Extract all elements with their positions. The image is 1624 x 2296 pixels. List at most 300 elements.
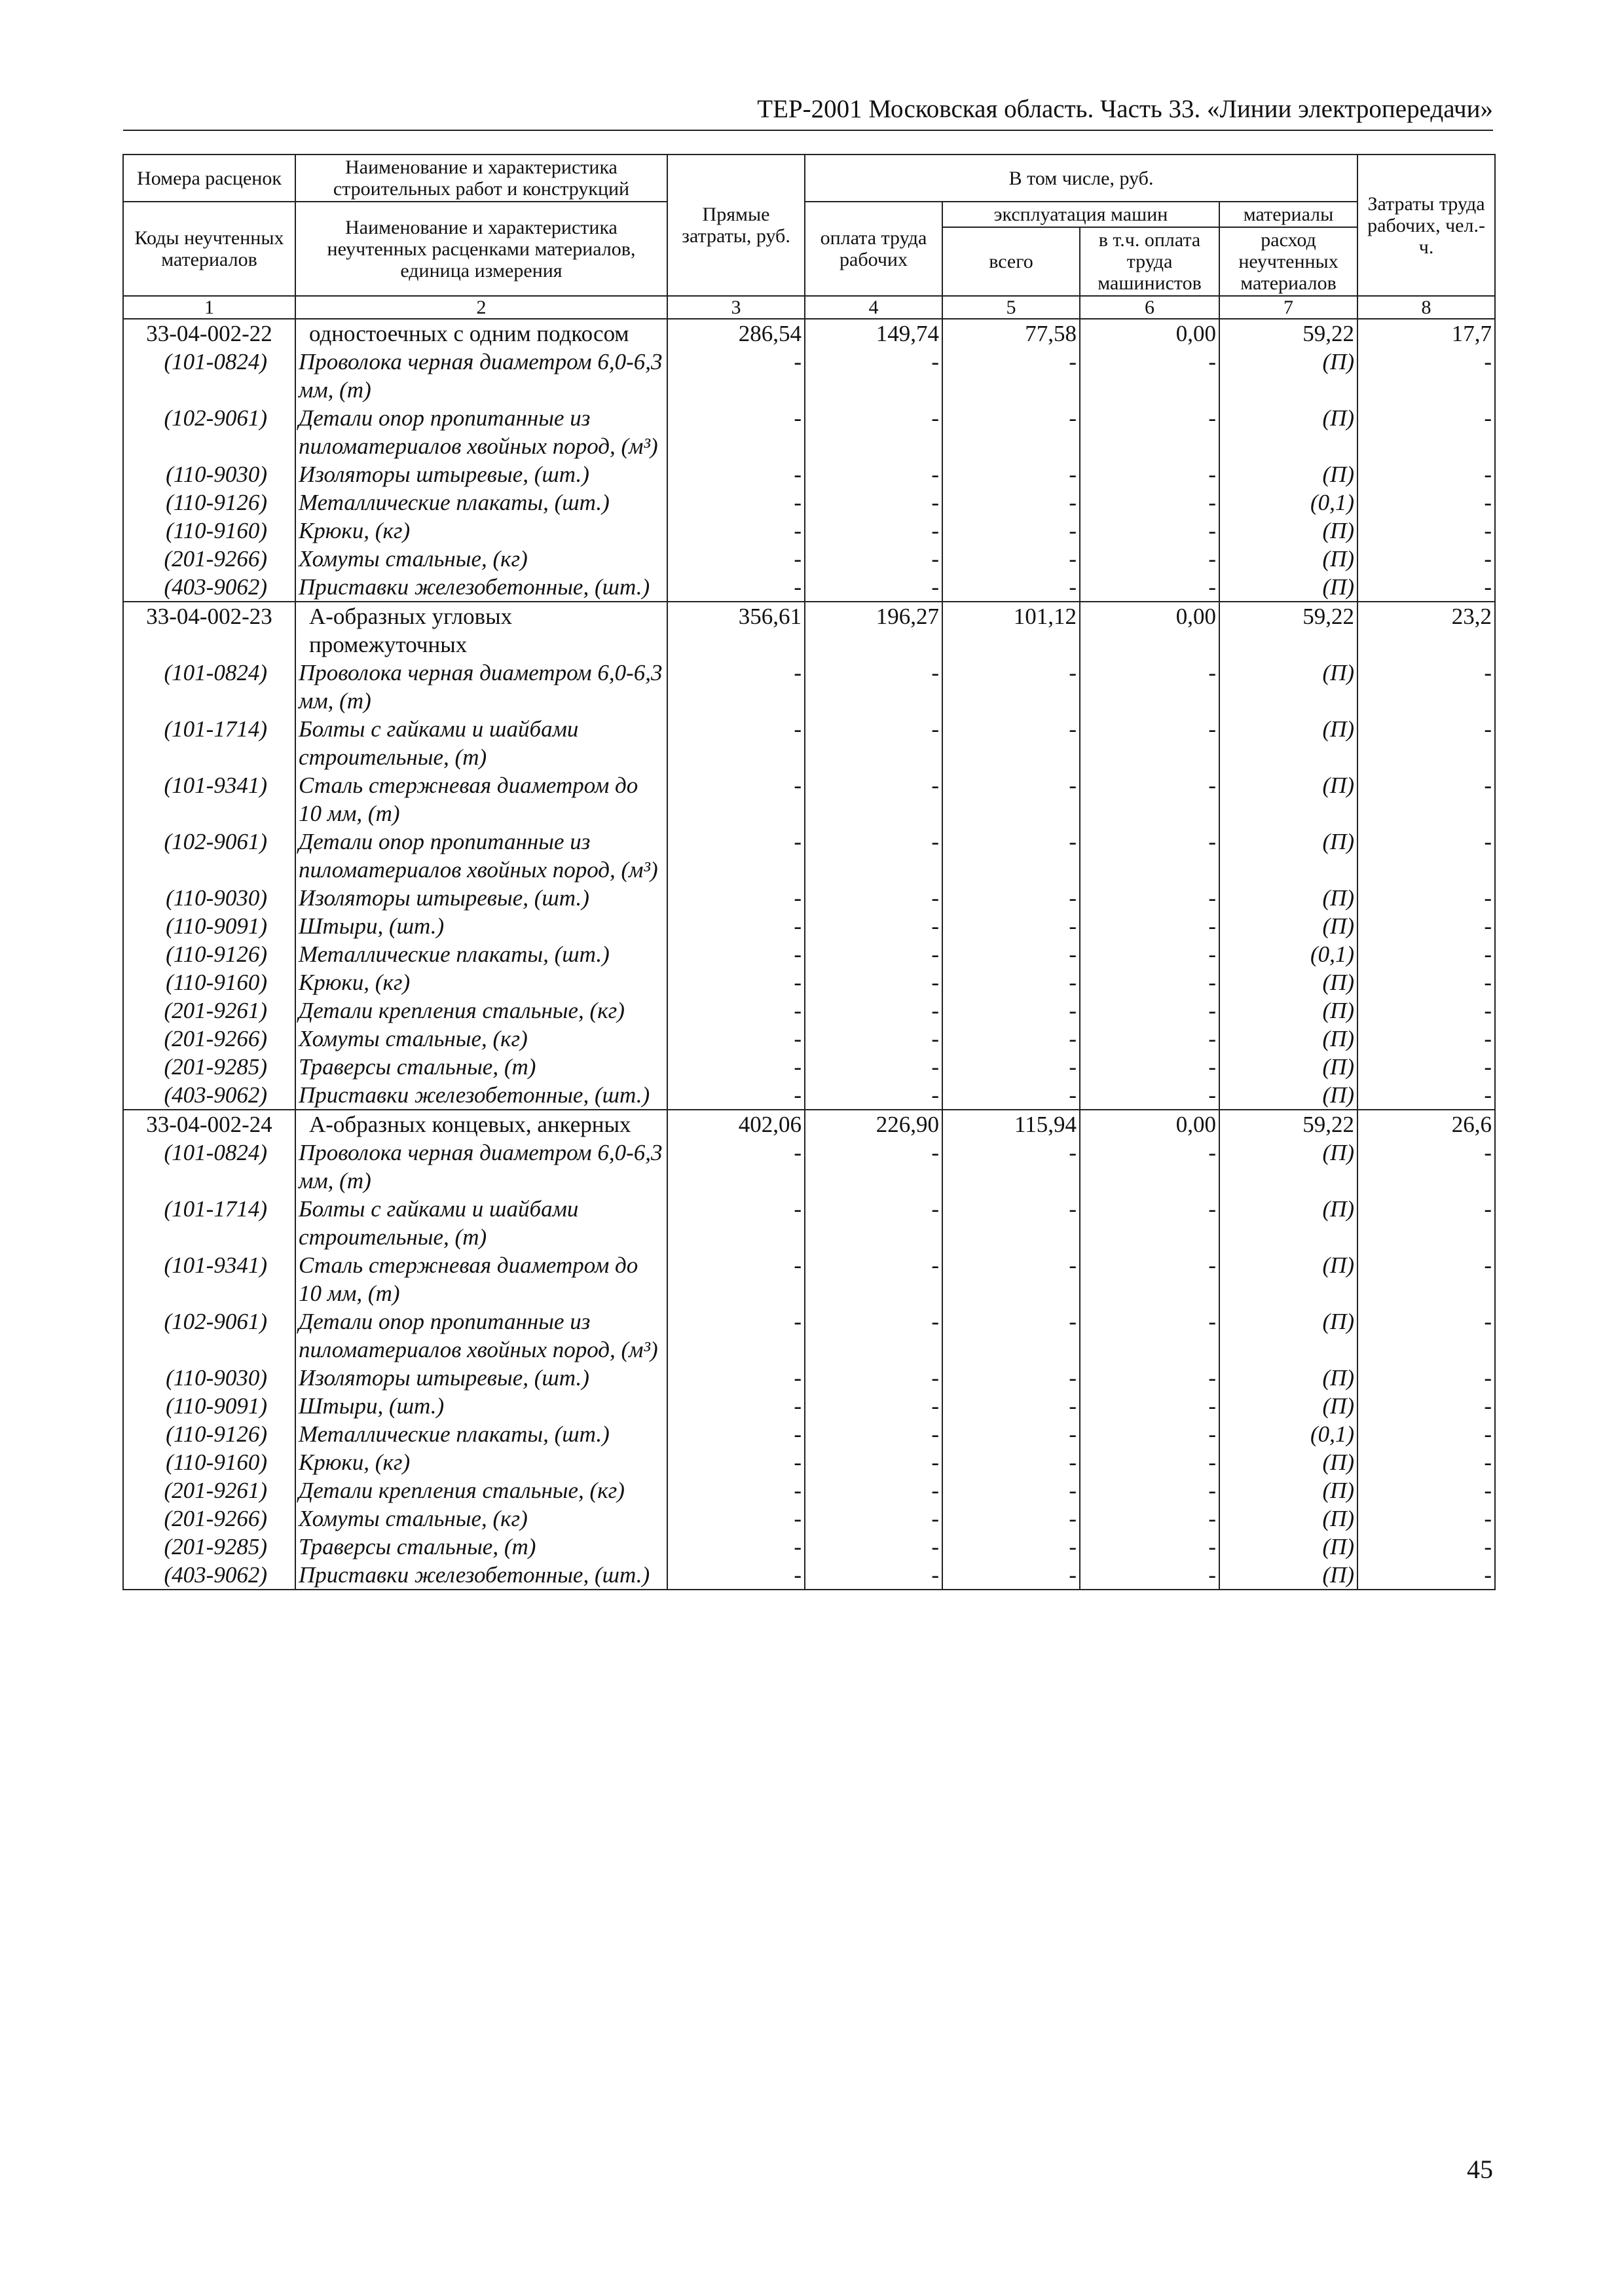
- machines-value: -: [942, 715, 1080, 771]
- labor-hours-value: -: [1357, 1561, 1495, 1590]
- labor-pay-value: -: [805, 1364, 942, 1392]
- material-name: Детали крепления стальные, (кг): [295, 1476, 667, 1504]
- labor-pay-value: -: [805, 828, 942, 884]
- material-name: Детали опор пропитанные из пиломатериалов хвойных пород, (м³): [295, 404, 667, 460]
- materials-value: (П): [1219, 1561, 1357, 1590]
- direct-costs-value: -: [667, 573, 805, 602]
- table-body: [123, 319, 1495, 1590]
- labor-hours-value: -: [1357, 996, 1495, 1025]
- labor-hours-value: -: [1357, 460, 1495, 488]
- direct-costs-value: -: [667, 545, 805, 573]
- machines-value: -: [942, 1364, 1080, 1392]
- labor-pay-value: -: [805, 1307, 942, 1364]
- materials-value: (П): [1219, 1448, 1357, 1476]
- labor-hours-value: -: [1357, 771, 1495, 828]
- labor-hours-value: -: [1357, 659, 1495, 715]
- labor-pay-value: -: [805, 1195, 942, 1251]
- material-name: Проволока черная диаметром 6,0-6,3 мм, (т): [295, 659, 667, 715]
- labor-pay-value: -: [805, 912, 942, 940]
- labor-pay-value: -: [805, 1392, 942, 1420]
- labor-pay-value: -: [805, 404, 942, 460]
- header-labor-pay: оплата труда рабочих: [805, 202, 942, 296]
- rate-name: А-образных концевых, анкерных: [295, 1110, 667, 1139]
- machines-value: -: [942, 348, 1080, 404]
- machines-value: -: [942, 659, 1080, 715]
- machines-value: -: [942, 884, 1080, 912]
- machines-value: -: [942, 1053, 1080, 1081]
- machinist-pay-value: -: [1080, 404, 1219, 460]
- material-name: Изоляторы штыревые, (шт.): [295, 1364, 667, 1392]
- materials-value: (П): [1219, 659, 1357, 715]
- machinist-pay-value: -: [1080, 517, 1219, 545]
- machines-value: -: [942, 460, 1080, 488]
- material-code: (102-9061): [123, 1307, 295, 1364]
- labor-hours-value: -: [1357, 1251, 1495, 1307]
- machinist-pay-value: -: [1080, 573, 1219, 602]
- labor-hours-value: -: [1357, 968, 1495, 996]
- material-name: Штыри, (шт.): [295, 912, 667, 940]
- materials-value: (П): [1219, 1053, 1357, 1081]
- machinist-pay-value: -: [1080, 771, 1219, 828]
- labor-pay-value: -: [805, 1420, 942, 1448]
- labor-hours-value: -: [1357, 1420, 1495, 1448]
- column-number: 2: [295, 296, 667, 319]
- direct-costs-value: 286,54: [667, 319, 805, 348]
- material-name: Приставки железобетонные, (шт.): [295, 573, 667, 602]
- material-code: (110-9030): [123, 1364, 295, 1392]
- direct-costs-value: -: [667, 659, 805, 715]
- direct-costs-value: -: [667, 1139, 805, 1195]
- direct-costs-value: -: [667, 1561, 805, 1590]
- labor-pay-value: -: [805, 348, 942, 404]
- column-number: 6: [1080, 296, 1219, 319]
- material-code: (403-9062): [123, 1081, 295, 1110]
- machinist-pay-value: -: [1080, 1448, 1219, 1476]
- page-header: [123, 93, 1493, 131]
- materials-value: (П): [1219, 968, 1357, 996]
- machinist-pay-value: -: [1080, 1307, 1219, 1364]
- rate-code: 33-04-002-22: [123, 319, 295, 348]
- material-row: [123, 996, 1495, 1025]
- direct-costs-value: -: [667, 1392, 805, 1420]
- labor-hours-value: 23,2: [1357, 602, 1495, 659]
- material-row: [123, 1307, 1495, 1364]
- material-row: [123, 1476, 1495, 1504]
- header-machinist-pay: в т.ч. оплата труда машинистов: [1080, 227, 1219, 296]
- direct-costs-value: -: [667, 1448, 805, 1476]
- machinist-pay-value: -: [1080, 1195, 1219, 1251]
- machines-value: -: [942, 404, 1080, 460]
- labor-hours-value: 26,6: [1357, 1110, 1495, 1139]
- labor-pay-value: -: [805, 573, 942, 602]
- machines-value: -: [942, 1307, 1080, 1364]
- header-direct-costs: Прямые затраты, руб.: [667, 155, 805, 296]
- header-machines: эксплуатация машин: [942, 202, 1219, 227]
- direct-costs-value: -: [667, 348, 805, 404]
- materials-value: (П): [1219, 573, 1357, 602]
- labor-hours-value: -: [1357, 1081, 1495, 1110]
- material-code: (101-0824): [123, 1139, 295, 1195]
- material-row: [123, 460, 1495, 488]
- material-row: [123, 404, 1495, 460]
- labor-hours-value: -: [1357, 1053, 1495, 1081]
- direct-costs-value: -: [667, 1364, 805, 1392]
- machinist-pay-value: -: [1080, 1504, 1219, 1533]
- materials-value: (П): [1219, 545, 1357, 573]
- machines-value: 101,12: [942, 602, 1080, 659]
- machinist-pay-value: -: [1080, 460, 1219, 488]
- material-code: (110-9091): [123, 912, 295, 940]
- labor-pay-value: -: [805, 659, 942, 715]
- materials-value: (П): [1219, 771, 1357, 828]
- materials-value: (П): [1219, 996, 1357, 1025]
- machines-value: -: [942, 940, 1080, 968]
- material-row: [123, 884, 1495, 912]
- material-code: (101-1714): [123, 1195, 295, 1251]
- header-materials: материалы: [1219, 202, 1357, 227]
- materials-value: (0,1): [1219, 1420, 1357, 1448]
- material-code: (201-9261): [123, 996, 295, 1025]
- machinist-pay-value: -: [1080, 828, 1219, 884]
- materials-value: (П): [1219, 404, 1357, 460]
- material-row: [123, 1053, 1495, 1081]
- labor-hours-value: -: [1357, 1307, 1495, 1364]
- direct-costs-value: -: [667, 517, 805, 545]
- machinist-pay-value: -: [1080, 1139, 1219, 1195]
- direct-costs-value: -: [667, 996, 805, 1025]
- materials-value: 59,22: [1219, 1110, 1357, 1139]
- labor-hours-value: -: [1357, 1476, 1495, 1504]
- machinist-pay-value: 0,00: [1080, 319, 1219, 348]
- materials-value: (П): [1219, 1476, 1357, 1504]
- material-code: (101-9341): [123, 771, 295, 828]
- material-name: Приставки железобетонные, (шт.): [295, 1561, 667, 1590]
- machines-value: 115,94: [942, 1110, 1080, 1139]
- machines-value: -: [942, 488, 1080, 517]
- direct-costs-value: -: [667, 1081, 805, 1110]
- machines-value: -: [942, 1195, 1080, 1251]
- direct-costs-value: -: [667, 460, 805, 488]
- machines-value: -: [942, 1476, 1080, 1504]
- material-name: Крюки, (кг): [295, 517, 667, 545]
- machinist-pay-value: -: [1080, 968, 1219, 996]
- materials-value: (П): [1219, 912, 1357, 940]
- machines-value: -: [942, 1251, 1080, 1307]
- rate-row: [123, 1110, 1495, 1139]
- machines-value: -: [942, 1392, 1080, 1420]
- material-code: (110-9160): [123, 968, 295, 996]
- material-code: (110-9030): [123, 460, 295, 488]
- header-including: В том числе, руб.: [805, 155, 1357, 202]
- labor-pay-value: 226,90: [805, 1110, 942, 1139]
- material-row: [123, 517, 1495, 545]
- materials-value: (П): [1219, 828, 1357, 884]
- materials-value: (0,1): [1219, 488, 1357, 517]
- labor-hours-value: -: [1357, 884, 1495, 912]
- column-number: 5: [942, 296, 1080, 319]
- header-materials-unaccounted: расход неучтенных материалов: [1219, 227, 1357, 296]
- labor-pay-value: -: [805, 715, 942, 771]
- material-name: Сталь стержневая диаметром до 10 мм, (т): [295, 1251, 667, 1307]
- material-code: (102-9061): [123, 828, 295, 884]
- labor-hours-value: -: [1357, 1533, 1495, 1561]
- machines-value: -: [942, 1504, 1080, 1533]
- labor-pay-value: -: [805, 1476, 942, 1504]
- labor-pay-value: -: [805, 1533, 942, 1561]
- materials-value: (0,1): [1219, 940, 1357, 968]
- material-code: (403-9062): [123, 1561, 295, 1590]
- materials-value: (П): [1219, 1139, 1357, 1195]
- material-code: (110-9126): [123, 940, 295, 968]
- rate-row: [123, 602, 1495, 659]
- machines-value: -: [942, 1025, 1080, 1053]
- machinist-pay-value: -: [1080, 884, 1219, 912]
- material-row: [123, 1448, 1495, 1476]
- page-number: 45: [1467, 2155, 1493, 2184]
- material-code: (101-0824): [123, 659, 295, 715]
- machines-value: -: [942, 1081, 1080, 1110]
- direct-costs-value: -: [667, 771, 805, 828]
- labor-pay-value: -: [805, 1025, 942, 1053]
- labor-pay-value: -: [805, 1139, 942, 1195]
- labor-hours-value: -: [1357, 1025, 1495, 1053]
- material-code: (403-9062): [123, 573, 295, 602]
- direct-costs-value: -: [667, 715, 805, 771]
- header-machines-total: всего: [942, 227, 1080, 296]
- material-code: (110-9160): [123, 1448, 295, 1476]
- machinist-pay-value: -: [1080, 912, 1219, 940]
- machines-value: -: [942, 545, 1080, 573]
- material-name: Детали опор пропитанные из пиломатериалов хвойных пород, (м³): [295, 828, 667, 884]
- materials-value: (П): [1219, 1025, 1357, 1053]
- material-code: (102-9061): [123, 404, 295, 460]
- direct-costs-value: 402,06: [667, 1110, 805, 1139]
- labor-pay-value: -: [805, 1081, 942, 1110]
- material-row: [123, 545, 1495, 573]
- direct-costs-value: -: [667, 404, 805, 460]
- labor-pay-value: -: [805, 517, 942, 545]
- labor-hours-value: -: [1357, 545, 1495, 573]
- machines-value: -: [942, 517, 1080, 545]
- material-row: [123, 1561, 1495, 1590]
- material-name: Траверсы стальные, (т): [295, 1053, 667, 1081]
- rate-code: 33-04-002-24: [123, 1110, 295, 1139]
- direct-costs-value: -: [667, 1420, 805, 1448]
- material-code: (110-9126): [123, 488, 295, 517]
- machinist-pay-value: -: [1080, 940, 1219, 968]
- material-code: (101-0824): [123, 348, 295, 404]
- materials-value: 59,22: [1219, 602, 1357, 659]
- material-row: [123, 659, 1495, 715]
- direct-costs-value: -: [667, 1251, 805, 1307]
- material-name: Проволока черная диаметром 6,0-6,3 мм, (т): [295, 348, 667, 404]
- machinist-pay-value: -: [1080, 1081, 1219, 1110]
- direct-costs-value: -: [667, 1533, 805, 1561]
- material-row: [123, 1392, 1495, 1420]
- material-name: Изоляторы штыревые, (шт.): [295, 460, 667, 488]
- materials-value: (П): [1219, 1392, 1357, 1420]
- material-code: (110-9160): [123, 517, 295, 545]
- material-name: Хомуты стальные, (кг): [295, 1025, 667, 1053]
- materials-value: (П): [1219, 1364, 1357, 1392]
- direct-costs-value: -: [667, 940, 805, 968]
- material-name: Хомуты стальные, (кг): [295, 1504, 667, 1533]
- materials-value: (П): [1219, 715, 1357, 771]
- material-name: Металлические плакаты, (шт.): [295, 940, 667, 968]
- material-row: [123, 1420, 1495, 1448]
- material-name: Болты с гайками и шайбами строительные, (т): [295, 715, 667, 771]
- materials-value: (П): [1219, 1533, 1357, 1561]
- header-rate-numbers: Номера расценок: [123, 155, 295, 202]
- material-name: Крюки, (кг): [295, 1448, 667, 1476]
- direct-costs-value: -: [667, 968, 805, 996]
- labor-hours-value: -: [1357, 1448, 1495, 1476]
- document-title: ТЕР-2001 Московская область. Часть 33. «Линии электропередачи»: [757, 95, 1493, 123]
- machinist-pay-value: -: [1080, 996, 1219, 1025]
- materials-value: (П): [1219, 1251, 1357, 1307]
- material-row: [123, 912, 1495, 940]
- machines-value: -: [942, 1448, 1080, 1476]
- machines-value: -: [942, 996, 1080, 1025]
- material-name: Детали крепления стальные, (кг): [295, 996, 667, 1025]
- labor-hours-value: -: [1357, 828, 1495, 884]
- labor-hours-value: -: [1357, 940, 1495, 968]
- material-name: Приставки железобетонные, (шт.): [295, 1081, 667, 1110]
- machinist-pay-value: 0,00: [1080, 1110, 1219, 1139]
- header-material-codes: Коды неучтенных материалов: [123, 202, 295, 296]
- machines-value: -: [942, 771, 1080, 828]
- material-row: [123, 828, 1495, 884]
- machines-value: -: [942, 573, 1080, 602]
- machinist-pay-value: -: [1080, 1420, 1219, 1448]
- labor-pay-value: -: [805, 884, 942, 912]
- material-name: Проволока черная диаметром 6,0-6,3 мм, (т): [295, 1139, 667, 1195]
- labor-pay-value: -: [805, 1448, 942, 1476]
- machines-value: -: [942, 1533, 1080, 1561]
- material-row: [123, 573, 1495, 602]
- material-name: Металлические плакаты, (шт.): [295, 488, 667, 517]
- table-header: [123, 155, 1495, 319]
- labor-pay-value: -: [805, 968, 942, 996]
- machines-value: -: [942, 912, 1080, 940]
- rate-row: [123, 319, 1495, 348]
- labor-pay-value: -: [805, 460, 942, 488]
- labor-hours-value: -: [1357, 1364, 1495, 1392]
- direct-costs-value: -: [667, 1053, 805, 1081]
- labor-pay-value: -: [805, 996, 942, 1025]
- column-number: 7: [1219, 296, 1357, 319]
- labor-pay-value: -: [805, 771, 942, 828]
- column-number: 4: [805, 296, 942, 319]
- material-name: Металлические плакаты, (шт.): [295, 1420, 667, 1448]
- machinist-pay-value: -: [1080, 1533, 1219, 1561]
- machinist-pay-value: -: [1080, 715, 1219, 771]
- material-row: [123, 348, 1495, 404]
- machines-value: 77,58: [942, 319, 1080, 348]
- machinist-pay-value: -: [1080, 545, 1219, 573]
- labor-hours-value: -: [1357, 1504, 1495, 1533]
- rate-name: одностоечных с одним подкосом: [295, 319, 667, 348]
- material-name: Изоляторы штыревые, (шт.): [295, 884, 667, 912]
- materials-value: (П): [1219, 884, 1357, 912]
- direct-costs-value: -: [667, 1025, 805, 1053]
- machinist-pay-value: -: [1080, 1392, 1219, 1420]
- direct-costs-value: -: [667, 884, 805, 912]
- machinist-pay-value: -: [1080, 1476, 1219, 1504]
- materials-value: (П): [1219, 348, 1357, 404]
- labor-hours-value: -: [1357, 573, 1495, 602]
- material-name: Крюки, (кг): [295, 968, 667, 996]
- materials-value: (П): [1219, 460, 1357, 488]
- material-row: [123, 488, 1495, 517]
- material-code: (201-9266): [123, 1025, 295, 1053]
- rate-code: 33-04-002-23: [123, 602, 295, 659]
- materials-value: (П): [1219, 1081, 1357, 1110]
- rate-name: А-образных угловых промежуточных: [295, 602, 667, 659]
- material-name: Траверсы стальные, (т): [295, 1533, 667, 1561]
- labor-pay-value: 196,27: [805, 602, 942, 659]
- materials-value: (П): [1219, 1307, 1357, 1364]
- machines-value: -: [942, 828, 1080, 884]
- column-number: 8: [1357, 296, 1495, 319]
- labor-pay-value: 149,74: [805, 319, 942, 348]
- header-work-name: Наименование и характеристика строительных работ и конструкций: [295, 155, 667, 202]
- material-row: [123, 1195, 1495, 1251]
- header-material-name: Наименование и характеристика неучтенных расценками материалов, единица измерения: [295, 202, 667, 296]
- labor-pay-value: -: [805, 1053, 942, 1081]
- material-code: (110-9126): [123, 1420, 295, 1448]
- material-code: (101-9341): [123, 1251, 295, 1307]
- material-code: (201-9285): [123, 1053, 295, 1081]
- direct-costs-value: -: [667, 828, 805, 884]
- labor-hours-value: -: [1357, 348, 1495, 404]
- material-code: (110-9030): [123, 884, 295, 912]
- machinist-pay-value: -: [1080, 659, 1219, 715]
- material-code: (201-9266): [123, 545, 295, 573]
- direct-costs-value: -: [667, 912, 805, 940]
- machinist-pay-value: -: [1080, 1025, 1219, 1053]
- materials-value: (П): [1219, 1504, 1357, 1533]
- labor-hours-value: -: [1357, 517, 1495, 545]
- machinist-pay-value: -: [1080, 1251, 1219, 1307]
- material-code: (201-9285): [123, 1533, 295, 1561]
- direct-costs-value: 356,61: [667, 602, 805, 659]
- material-row: [123, 968, 1495, 996]
- materials-value: (П): [1219, 1195, 1357, 1251]
- labor-hours-value: -: [1357, 1195, 1495, 1251]
- material-row: [123, 1081, 1495, 1110]
- material-name: Детали опор пропитанные из пиломатериалов хвойных пород, (м³): [295, 1307, 667, 1364]
- labor-hours-value: -: [1357, 1139, 1495, 1195]
- header-labor-costs: Затраты труда рабочих, чел.-ч.: [1357, 155, 1495, 296]
- material-row: [123, 1533, 1495, 1561]
- machinist-pay-value: -: [1080, 348, 1219, 404]
- material-code: (101-1714): [123, 715, 295, 771]
- labor-hours-value: -: [1357, 488, 1495, 517]
- labor-hours-value: -: [1357, 404, 1495, 460]
- direct-costs-value: -: [667, 1195, 805, 1251]
- machinist-pay-value: -: [1080, 1053, 1219, 1081]
- materials-value: 59,22: [1219, 319, 1357, 348]
- machinist-pay-value: -: [1080, 1561, 1219, 1590]
- materials-value: (П): [1219, 517, 1357, 545]
- labor-pay-value: -: [805, 1251, 942, 1307]
- material-name: Хомуты стальные, (кг): [295, 545, 667, 573]
- material-row: [123, 1504, 1495, 1533]
- labor-pay-value: -: [805, 940, 942, 968]
- labor-hours-value: 17,7: [1357, 319, 1495, 348]
- material-row: [123, 1025, 1495, 1053]
